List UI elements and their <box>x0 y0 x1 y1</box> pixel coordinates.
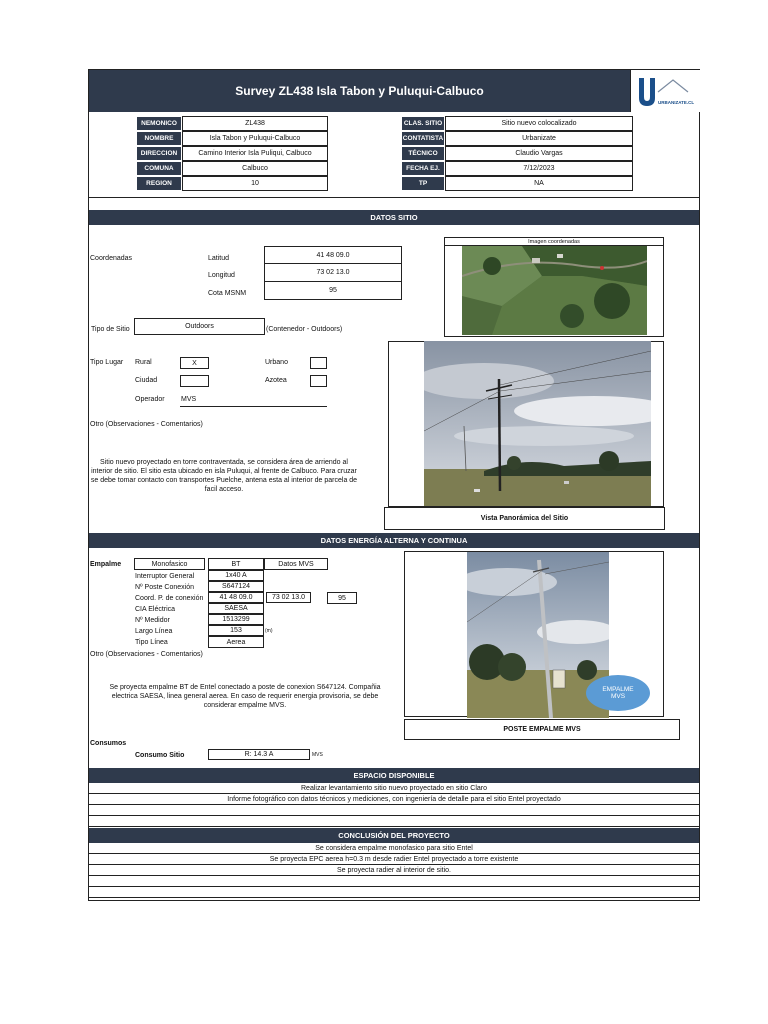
sitio-observaciones: Sitio nuevo proyectado en torre contraventada, se considera área de arriendo al interior de sitio. El sitio esta ubicado en isla Puluqui, al frente de Calbuco. Para cruzar se debe tomar contacto con transportes Puelche, antena esta al interior de parcela de facil acceso. <box>90 459 358 493</box>
medidor-field: 1513299 <box>208 614 264 625</box>
table-row: Se proyecta EPC aerea h=0.3 m desde radier Entel proyectado a torre existente <box>89 854 699 865</box>
info-label: FECHA EJ. <box>401 161 445 176</box>
coordenadas-label: Coordenadas <box>90 255 133 262</box>
poste-conexion-label: Nº Poste Conexión <box>135 584 194 591</box>
info-value: 10 <box>182 176 328 191</box>
info-value: Camino Interior Isla Puliqui, Calbuco <box>182 146 328 161</box>
info-value: Calbuco <box>182 161 328 176</box>
operador-label: Operador <box>135 396 165 403</box>
interruptor-field: 1x40 A <box>208 570 264 581</box>
medidor-label: Nº Medidor <box>135 617 170 624</box>
empalme-label: Empalme <box>90 561 122 568</box>
empalme-mvs-callout: EMPALME MVS <box>586 675 650 711</box>
panoramica-caption: Vista Panorámica del Sitio <box>384 507 665 530</box>
bt-field: BT <box>208 558 264 570</box>
latitud-field: 41 48 09.0 <box>264 246 402 264</box>
svg-text:URBANIZATE.CL: URBANIZATE.CL <box>658 100 695 105</box>
section-energia-heading: DATOS ENERGÍA ALTERNA Y CONTINUA <box>89 533 699 548</box>
info-label: TP <box>401 176 445 191</box>
table-row <box>89 816 699 827</box>
info-value: 7/12/2023 <box>445 161 633 176</box>
rural-checkbox: X <box>180 357 209 369</box>
operador-value: MVS <box>181 396 197 403</box>
info-label: CLAS. SITIO <box>401 116 445 131</box>
info-value: Sitio nuevo colocalizado <box>445 116 633 131</box>
coord-lat-field: 41 48 09.0 <box>208 592 264 603</box>
tipo-linea-label: Tipo Línea <box>135 639 168 646</box>
panorama-photo <box>424 341 651 506</box>
ciudad-checkbox <box>180 375 209 387</box>
consumos-label: Consumos <box>90 740 127 747</box>
consumo-sitio-field: R: 14.3 A <box>208 749 310 760</box>
coord-lon-field: 73 02 13.0 <box>266 592 311 603</box>
largo-linea-label: Largo Línea <box>135 628 173 635</box>
page-title: Survey ZL438 Isla Tabon y Puluqui-Calbuco <box>89 70 630 112</box>
largo-linea-field: 153 <box>208 625 264 636</box>
table-row <box>89 876 699 887</box>
largo-unit: (m) <box>265 628 273 634</box>
info-value: Claudio Vargas <box>445 146 633 161</box>
consumo-sitio-label: Consumo Sitio <box>135 752 185 759</box>
interruptor-label: Interruptor General <box>135 573 195 580</box>
section-datos-sitio-heading: DATOS SITIO <box>89 210 699 225</box>
coord-cota-field: 95 <box>327 592 357 604</box>
table-row <box>89 805 699 816</box>
table-row: Se considera empalme monofasico para sitio Entel <box>89 843 699 854</box>
longitud-field: 73 02 13.0 <box>264 264 402 282</box>
info-value: Isla Tabon y Puluqui-Calbuco <box>182 131 328 146</box>
tipo-sitio-field: Outdoors <box>134 318 265 335</box>
urbano-label: Urbano <box>265 359 288 366</box>
info-label: TÉCNICO <box>401 146 445 161</box>
energia-otro-label: Otro (Observaciones - Comentarios) <box>90 651 203 658</box>
info-label: COMUNA <box>136 161 182 176</box>
table-row: Realizar levantamiento sitio nuevo proyectado en sitio Claro <box>89 783 699 794</box>
cota-field: 95 <box>264 282 402 300</box>
poste-conexion-field: S647124 <box>208 581 264 592</box>
cota-label: Cota MSNM <box>208 290 247 297</box>
cia-field: SAESA <box>208 603 264 614</box>
table-row <box>89 887 699 898</box>
otro-observaciones-label: Otro (Observaciones - Comentarios) <box>90 421 203 428</box>
aerial-map-image <box>462 246 647 335</box>
tipo-linea-field: Aerea <box>208 636 264 648</box>
info-label: NEMONICO <box>136 116 182 131</box>
info-label: NOMBRE <box>136 131 182 146</box>
urbano-checkbox <box>310 357 327 369</box>
section-conclusion-heading: CONCLUSIÓN DEL PROYECTO <box>89 828 699 843</box>
table-row: Se proyecta radier al interior de sitio. <box>89 865 699 876</box>
section-espacio-heading: ESPACIO DISPONIBLE <box>89 768 699 783</box>
azotea-label: Azotea <box>265 377 287 384</box>
table-row: Informe fotográfico con datos técnicos y mediciones, con ingeniería de detalle para el sitio Entel proyectado <box>89 794 699 805</box>
info-label: DIRECCION <box>136 146 182 161</box>
info-label: CONTATISTA <box>401 131 445 146</box>
tipo-sitio-note: (Contenedor - Outdoors) <box>266 326 343 333</box>
coord-conexion-label: Coord. P. de conexión <box>135 595 204 602</box>
divider <box>89 197 699 198</box>
longitud-label: Longitud <box>208 272 235 279</box>
latitud-label: Latitud <box>208 255 230 262</box>
tipo-lugar-label: Tipo Lugar <box>90 359 124 366</box>
empalme-tipo-field: Monofasico <box>134 558 205 570</box>
cia-label: CIA Eléctrica <box>135 606 176 613</box>
info-value: Urbanizate <box>445 131 633 146</box>
company-logo <box>630 70 700 112</box>
operador-underline <box>180 406 327 407</box>
energia-observaciones: Se proyecta empalme BT de Entel conectado a poste de conexion S647124. Compañia electrica SAESA, linea general aerea. En caso de requerir energia provisoria, se debe considerar empalme MVS. <box>109 684 381 709</box>
rural-label: Rural <box>135 359 152 366</box>
info-value: ZL438 <box>182 116 328 131</box>
azotea-checkbox <box>310 375 327 387</box>
datos-mvs-field: Datos MVS <box>264 558 328 570</box>
info-value: NA <box>445 176 633 191</box>
tipo-sitio-label: Tipo de Sitio <box>91 326 130 333</box>
ciudad-label: Ciudad <box>135 377 158 384</box>
info-label: REGION <box>136 176 182 191</box>
poste-empalme-caption: POSTE EMPALME MVS <box>404 719 680 740</box>
imagen-coordenadas-caption: Imagen coordenadas <box>444 237 664 246</box>
consumo-unit: MVS <box>312 752 323 758</box>
